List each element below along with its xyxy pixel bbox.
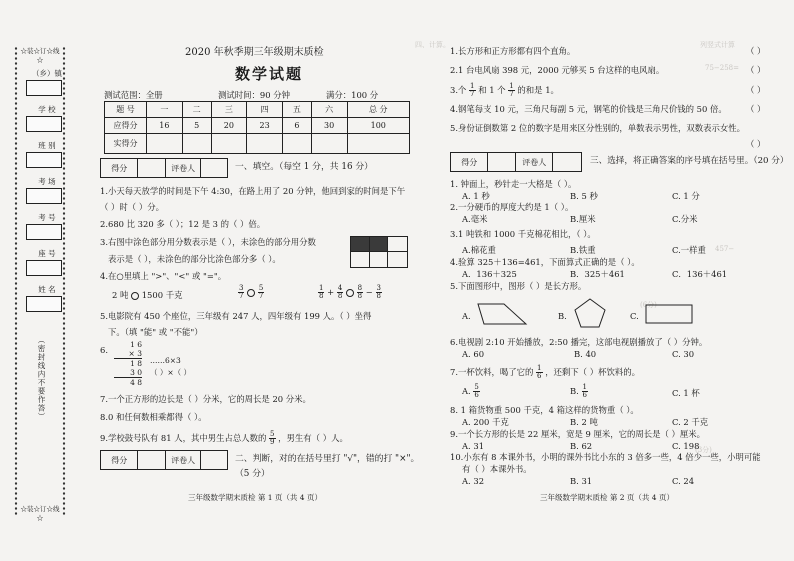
actual-score-cell[interactable] — [211, 134, 247, 154]
strip-label-room: 考 场 — [38, 177, 56, 186]
section2-heading: 二、判断，对的在括号里打 "√"，错的打 "×"。 — [235, 454, 420, 464]
mc-q7-text-a: 7.一杯饮料，喝了它的 — [450, 367, 534, 377]
q6-note1: ……6×3 — [150, 356, 181, 365]
mc-q7-c[interactable]: C. 1 杯 — [672, 388, 700, 398]
fraction: $\frac{4}{8}$ — [337, 284, 343, 300]
mc-q2-b[interactable]: B.厘米 — [570, 214, 596, 224]
actual-score-cell[interactable] — [283, 134, 312, 154]
q2: 2.680 比 320 多（ ）；12 是 3 的（ ）倍。 — [100, 219, 266, 229]
q7: 7.一个正方形的边长是（ ）分米，它的周长是 20 分米。 — [100, 394, 311, 404]
grader-label: 评卷人 — [516, 153, 553, 171]
page2-footer: 三年级数学期末质检 第 2 页（共 4 页） — [540, 493, 674, 502]
name-field[interactable] — [26, 296, 62, 312]
mc-q1-b[interactable]: B. 5 秒 — [570, 191, 598, 201]
compare-circle[interactable] — [346, 289, 354, 297]
q9 — [100, 431, 348, 446]
q4-compare-1 — [112, 291, 182, 300]
score-box-section3 — [450, 152, 582, 172]
grid-cell — [351, 252, 370, 267]
cell: 16 — [147, 118, 183, 134]
cell: 六 — [311, 102, 347, 118]
fraction: $\frac{1}{7}$ — [509, 82, 514, 98]
strip-label-exam-no: 考 号 — [38, 213, 56, 222]
actual-score-cell[interactable] — [311, 134, 347, 154]
score-box-input[interactable] — [138, 451, 166, 469]
mc-q9: 9.一个长方形的长是 22 厘米，宽是 9 厘米，它的周长是（ ）厘米。 — [450, 429, 706, 439]
mul-line: 1 8 — [130, 359, 142, 368]
binding-strip — [14, 46, 66, 522]
mc-q10-c[interactable]: C. 24 — [672, 476, 695, 486]
mc-q5-a[interactable]: A. — [462, 311, 471, 321]
section1-heading: 一、填空。（每空 1 分，共 16 分） — [235, 162, 373, 172]
mc-q4-c[interactable]: C．136＋461 — [672, 269, 728, 279]
rectangle-shape — [644, 302, 696, 326]
q4-compare-3 — [318, 285, 382, 300]
cell: 实得分 — [105, 134, 147, 154]
q6-note2: （ ）×（ ） — [150, 368, 192, 377]
mul-line: 1 6 — [130, 340, 142, 349]
grid-cell — [388, 252, 407, 267]
mc-q10-b[interactable]: B. 31 — [570, 476, 593, 486]
q6-vertical-multiplication — [114, 340, 142, 387]
grid-cell-shaded — [370, 237, 389, 252]
grader-input[interactable] — [553, 153, 581, 171]
answer-paren[interactable]: （ ） — [746, 85, 766, 95]
binding-dots-right — [62, 46, 66, 516]
score-box-label: 得分 — [451, 153, 488, 171]
q4: 4.在○里填上 ">"、"<" 或 "="。 — [100, 271, 227, 281]
mc-q2-a[interactable]: A.毫米 — [462, 214, 488, 224]
score-table-row-actual — [105, 134, 410, 154]
answer-paren[interactable]: （ ） — [746, 65, 766, 75]
mc-q5-c[interactable]: C. — [630, 311, 639, 321]
mc-q2: 2.一分硬币的厚度大约是 1（ ）。 — [450, 202, 574, 212]
cell: 三 — [211, 102, 247, 118]
strip-label-class: 班 别 — [38, 141, 56, 150]
tf-q5: 5.身份证倒数第 2 位的数字是用来区分性别的，单数表示男性，双数表示女性。 — [450, 123, 746, 133]
q3-line1: 3.右图中涂色部分用分数表示是（ ），未涂色的部分用分数 — [100, 237, 316, 247]
grid-cell — [388, 237, 407, 252]
score-table — [104, 101, 410, 154]
test-time: 测试时间：90 分钟 — [218, 90, 290, 100]
cell: 30 — [311, 118, 347, 134]
mc-q4-a[interactable]: A．136＋325 — [462, 269, 517, 279]
compare-circle[interactable] — [247, 289, 255, 297]
tf-q3-text-c: 的和是 1。 — [517, 85, 559, 95]
cell: 二 — [182, 102, 211, 118]
binding-top-mark: ☆装☆订☆线☆ — [20, 47, 60, 64]
section3-heading: 三、选择，将正确答案的序号填在括号里。（20 分） — [590, 156, 789, 166]
mc-q8: 8. 1 箱货物重 500 千克，4 箱这样的货物重（ ）。 — [450, 405, 639, 415]
strip-label-name: 姓 名 — [38, 285, 56, 294]
room-field[interactable] — [26, 188, 62, 204]
mc-q7-text-b: ，还剩下（ ）杯饮料的。 — [545, 367, 640, 377]
grader-label: 评卷人 — [166, 451, 201, 469]
grader-label: 评卷人 — [166, 159, 201, 177]
mc-q8-a[interactable]: A. 200 千克 — [462, 417, 509, 427]
strip-label-school: 学 校 — [38, 105, 56, 114]
trapezoid-shape — [474, 300, 530, 328]
answer-paren[interactable]: （ ） — [746, 139, 766, 149]
town-field[interactable] — [26, 80, 62, 96]
fraction: $\frac{5}{7}$ — [258, 284, 264, 300]
tf-q2: 2.1 台电风扇 398 元，2000 元够买 5 台这样的电风扇。 — [450, 65, 665, 75]
mc-q3-b[interactable]: B.铁重 — [570, 245, 596, 255]
mc-q6-b[interactable]: B. 40 — [574, 349, 597, 359]
mc-q4-b[interactable]: B．325＋461 — [570, 269, 625, 279]
exam-title: 数学试题 — [235, 65, 304, 83]
q4-left: 2 吨 — [112, 290, 129, 300]
q1-line2: （ ）时（ ）分。 — [100, 202, 164, 212]
score-box-section2 — [100, 450, 228, 470]
section2-points: （5 分） — [235, 469, 270, 479]
grid-cell — [370, 252, 389, 267]
score-box-label: 得分 — [101, 159, 138, 177]
strip-label-seat: 座 号 — [38, 249, 56, 258]
plus-sign: + — [327, 287, 335, 297]
q4-right: 1500 千克 — [141, 290, 183, 300]
school-field[interactable] — [26, 116, 62, 132]
tf-q1: 1.长方形和正方形都有四个直角。 — [450, 46, 576, 56]
cell: 100 — [347, 118, 410, 134]
page1-footer: 三年级数学期末质检 第 1 页（共 4 页） — [188, 493, 322, 502]
answer-paren[interactable]: （ ） — [746, 46, 766, 56]
actual-score-cell[interactable] — [182, 134, 211, 154]
mc-q8-c[interactable]: C. 2 千克 — [672, 417, 709, 427]
mc-q10-line2: 有（ ）本课外书。 — [462, 464, 532, 474]
grader-input[interactable] — [201, 451, 227, 469]
mul-line: × 3 — [114, 349, 142, 359]
cell: 20 — [211, 118, 247, 134]
score-box-label: 得分 — [101, 451, 138, 469]
fraction: $\frac{5}{6}$ — [474, 383, 479, 399]
mc-q4: 4.验算 325＋136=461，下面算式正确的是（ ）。 — [450, 257, 640, 267]
actual-score-cell[interactable] — [247, 134, 283, 154]
tf-q3 — [450, 83, 559, 98]
binding-bottom-mark: ☆装☆订☆线☆ — [20, 505, 60, 522]
minus-sign: − — [365, 287, 373, 297]
q5-line1: 5.电影院有 450 个座位，三年级有 247 人，四年级有 199 人。（ ）坐得 — [100, 311, 372, 321]
q8: 8.0 和任何数相乘都得（ ）。 — [100, 412, 207, 422]
score-box-input[interactable] — [138, 159, 166, 177]
compare-circle[interactable] — [131, 292, 139, 300]
cell: 5 — [182, 118, 211, 134]
mc-q10-line1: 10.小东有 8 本课外书，小明的课外书比小东的 3 倍多一些，4 倍少一些，小明可能 — [450, 452, 761, 462]
cell: 应得分 — [105, 118, 147, 134]
mc-q5-b[interactable]: B. — [558, 311, 567, 321]
tf-q4: 4.钢笔每支 10 元，三角尺每副 5 元，钢笔的价钱是三角尺价钱的 50 倍。 — [450, 104, 727, 114]
class-field[interactable] — [26, 152, 62, 168]
score-box-input[interactable] — [488, 153, 516, 171]
q6-label: 6. — [100, 345, 108, 355]
mc-q2-c[interactable]: C.分米 — [672, 214, 698, 224]
mc-q9-b[interactable]: B. 62 — [570, 441, 593, 451]
score-table-row-header — [105, 102, 410, 118]
seal-line-note: （密封线内不要作答） — [37, 336, 46, 421]
strip-label-town: （乡）镇 — [32, 69, 62, 78]
q5-line2: 下。（填 "能" 或 "不能"） — [108, 327, 203, 337]
mc-q9-c[interactable]: C. 198 — [672, 441, 700, 451]
actual-score-cell[interactable] — [347, 134, 410, 154]
q9-text-a: 9.学校鼓号队有 81 人，其中男生占总人数的 — [100, 433, 267, 443]
mc-q6-a[interactable]: A. 60 — [462, 349, 485, 359]
mc-q3-c[interactable]: C.一样重 — [672, 245, 706, 255]
fraction: $\frac{3}{7}$ — [239, 284, 244, 300]
mc-q5: 5.下面图形中，图形（ ）是长方形。 — [450, 281, 587, 291]
q9-text-b: ，男生有（ ）人。 — [278, 433, 348, 443]
seat-field[interactable] — [26, 260, 62, 276]
binding-dots-left — [14, 46, 18, 516]
mc-q1: 1. 钟面上，秒针走一大格是（ ）。 — [450, 179, 577, 189]
fraction: $\frac{1}{7}$ — [470, 82, 475, 98]
mc-q6: 6.电视剧 2:10 开始播放，2:50 播完，这部电视剧播放了（ ）分钟。 — [450, 337, 708, 347]
mc-q3: 3.1 吨铁和 1000 千克棉花相比，（ ）。 — [450, 229, 596, 239]
cell: 23 — [247, 118, 283, 134]
cell: 一 — [147, 102, 183, 118]
answer-paren[interactable]: （ ） — [746, 104, 766, 114]
mc-q9-a[interactable]: A. 31 — [462, 441, 485, 451]
cell: 四 — [247, 102, 283, 118]
tf-q3-text-b: 和 1 个 — [478, 85, 506, 95]
pentagon-shape — [572, 296, 608, 330]
cell: 6 — [283, 118, 312, 134]
fraction: $\frac{1}{6}$ — [537, 364, 542, 380]
score-box-section1 — [100, 158, 228, 178]
actual-score-cell[interactable] — [147, 134, 183, 154]
mc-q7-a[interactable]: A. $\frac{5}{6}$ — [462, 383, 479, 399]
q3-line2: 表示是（ ），未涂色的部分比涂色部分多（ ）。 — [108, 254, 281, 264]
cell: 总 分 — [347, 102, 410, 118]
mc-q8-b[interactable]: B. 2 吨 — [570, 417, 598, 427]
mc-q6-c[interactable]: C. 30 — [672, 349, 695, 359]
cell: 题 号 — [105, 102, 147, 118]
grader-input[interactable] — [201, 159, 227, 177]
mc-q1-a[interactable]: A. 1 秒 — [462, 191, 490, 201]
mc-q10-a[interactable]: A. 32 — [462, 476, 485, 486]
fraction: $\frac{1}{8}$ — [319, 284, 324, 300]
mul-line: 4 8 — [130, 378, 142, 387]
full-score: 满分：100 分 — [326, 90, 379, 100]
mul-line: 3 0 — [114, 368, 142, 378]
fraction: $\frac{8}{8}$ — [357, 284, 363, 300]
mc-q7-b[interactable]: B. $\frac{1}{6}$ — [570, 383, 587, 399]
test-scope: 测试范围：全册 — [104, 90, 163, 100]
mc-q7 — [450, 365, 640, 380]
fraction: $\frac{3}{8}$ — [376, 284, 381, 300]
mc-q3-a[interactable]: A.棉花重 — [462, 245, 496, 255]
mc-q1-c[interactable]: C. 1 分 — [672, 191, 700, 201]
grid-cell-shaded — [351, 237, 370, 252]
fraction: $\frac{1}{6}$ — [582, 383, 587, 399]
fraction: $\frac{5}{9}$ — [270, 430, 275, 446]
fraction-grid-figure — [350, 236, 408, 268]
exam-header: 2020 年秋季期三年级期末质检 — [185, 47, 324, 58]
cell: 五 — [283, 102, 312, 118]
q1-line1: 1.小天每天放学的时间是下午 4:30，在路上用了 20 分钟，他回到家的时间是下午 — [100, 186, 406, 196]
tf-q3-text-a: 3.个 — [450, 85, 467, 95]
exam-number-field[interactable] — [26, 224, 62, 240]
q4-compare-2 — [238, 285, 264, 300]
score-table-row-max — [105, 118, 410, 134]
